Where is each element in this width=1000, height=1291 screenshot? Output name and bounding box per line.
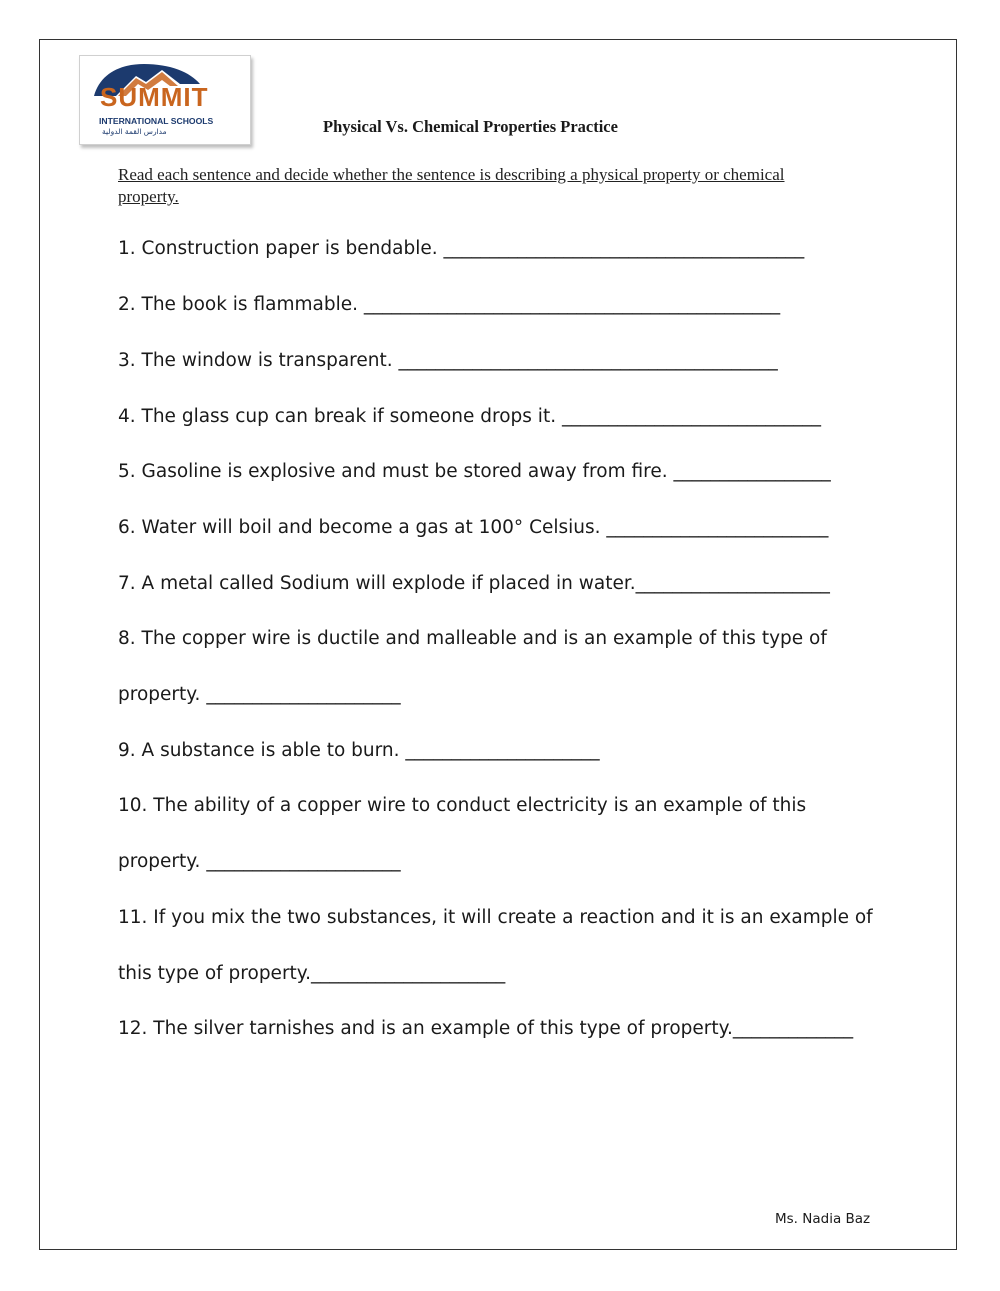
instructions: Read each sentence and decide whether the sentence is describing a physical property or chemical property. (118, 165, 785, 206)
logo-wordmark: SUMMIT (100, 82, 209, 112)
logo-arabic-text: مدارس القمة الدولية (102, 127, 167, 136)
question-line: 8. The copper wire is ductile and malleable and is an example of this type of (118, 628, 827, 649)
question-line: this type of property._____________________ (118, 963, 506, 984)
question-line: property. _____________________ (118, 851, 401, 872)
question-line: 4. The glass cup can break if someone drops it. ____________________________ (118, 406, 821, 427)
question-line: 5. Gasoline is explosive and must be stored away from fire. _________________ (118, 461, 831, 482)
question-line: 9. A substance is able to burn. _____________________ (118, 740, 600, 761)
teacher-name: Ms. Nadia Baz (775, 1211, 871, 1227)
question-line: 6. Water will boil and become a gas at 100° Celsius. ________________________ (118, 517, 829, 538)
question-line: property. _____________________ (118, 684, 401, 705)
question-line: 11. If you mix the two substances, it will create a reaction and it is an example of (118, 907, 873, 928)
question-line: 2. The book is flammable. _____________________________________________ (118, 294, 781, 315)
worksheet-title: Physical Vs. Chemical Properties Practice (323, 117, 618, 136)
question-line: 12. The silver tarnishes and is an example of this type of property._____________ (118, 1018, 854, 1039)
question-line: 1. Construction paper is bendable. _______________________________________ (118, 238, 805, 259)
question-line: 3. The window is transparent. _________________________________________ (118, 350, 778, 371)
school-logo (79, 55, 251, 145)
question-line: 7. A metal called Sodium will explode if placed in water._____________________ (118, 573, 830, 594)
question-line: 10. The ability of a copper wire to conduct electricity is an example of this (118, 795, 807, 816)
logo-subtitle: INTERNATIONAL SCHOOLS (99, 116, 214, 126)
